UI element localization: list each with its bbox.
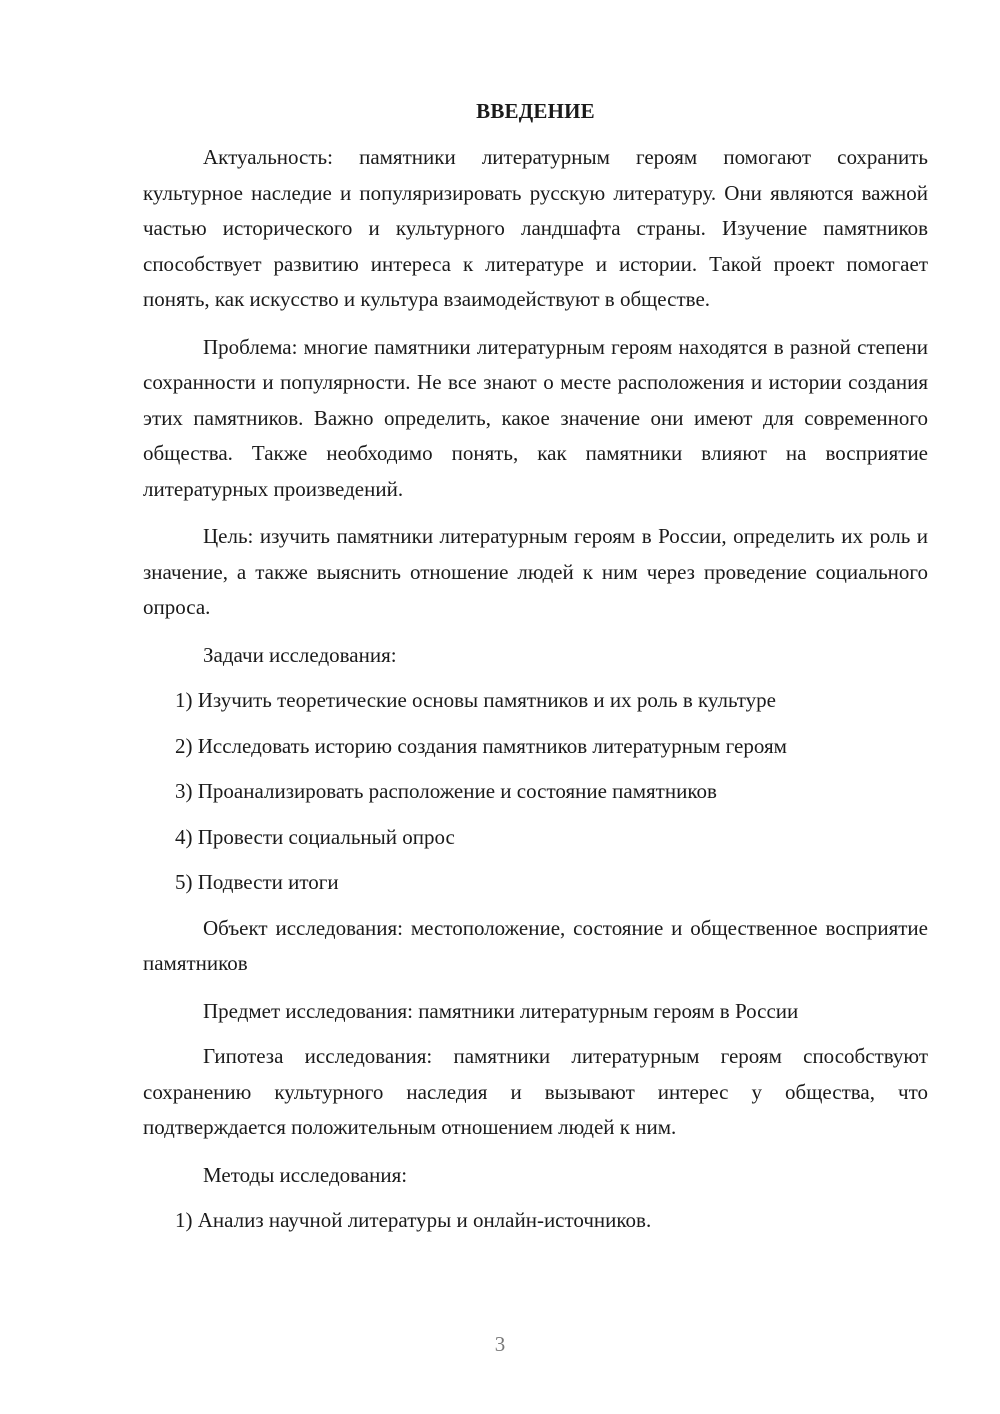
tasks-list [143,683,928,901]
task-item: 1) Изучить теоретические основы памятников и их роль в культуре [175,688,776,712]
methods-list [143,1203,928,1239]
task-item: 4) Провести социальный опрос [175,824,455,849]
page-number: 3 [494,1332,506,1356]
tasks-heading: Задачи исследования: [203,642,397,667]
task-item: 2) Исследовать историю создания памятников литературным героям [175,733,787,758]
paragraph-hypothesis: Гипотеза исследования: памятники литературным героям способствуют сохранению культурного наследия и вызывают интерес у общества, что подтверждается положительным отношением людей к ним. [143,1044,928,1139]
paragraph-problem: Проблема: многие памятники литературным героям находятся в разной степени сохранности и популярности. Не все знают о месте расположения и истории создания этих памятников. Важно определить, какое значение они имеют для современного общества. Также необходимо понять, как памятники влияют на восприятие литературных произведений. [143,334,928,501]
paragraph-goal: Цель: изучить памятники литературным героям в России, определить их роль и значение, а также выяснить отношение людей к ним через проведение социального опроса. [143,524,928,619]
task-item: 5) Подвести итоги [175,870,339,894]
methods-heading: Методы исследования: [203,1162,408,1187]
paragraph-relevance: Актуальность: памятники литературным героям помогают сохранить культурное наследие и популяризировать русскую литературу. Они являются важной частью исторического и культурного ландшафта страны. Изучение памятников способствует развитию интереса к литературе и истории. Такой проект помогает понять, как искусство и культура взаимодействуют в обществе. [143,145,928,311]
method-item: 1) Анализ научной литературы и онлайн-источников. [175,1208,652,1232]
section-title: ВВЕДЕНИЕ [476,99,595,123]
page-content [143,96,928,1249]
paragraph-object: Объект исследования: местоположение, состояние и общественное восприятие памятников [143,915,928,975]
task-item: 3) Проанализировать расположение и состояние памятников [175,779,717,803]
paragraph-subject: Предмет исследования: памятники литературным героям в России [203,998,799,1023]
